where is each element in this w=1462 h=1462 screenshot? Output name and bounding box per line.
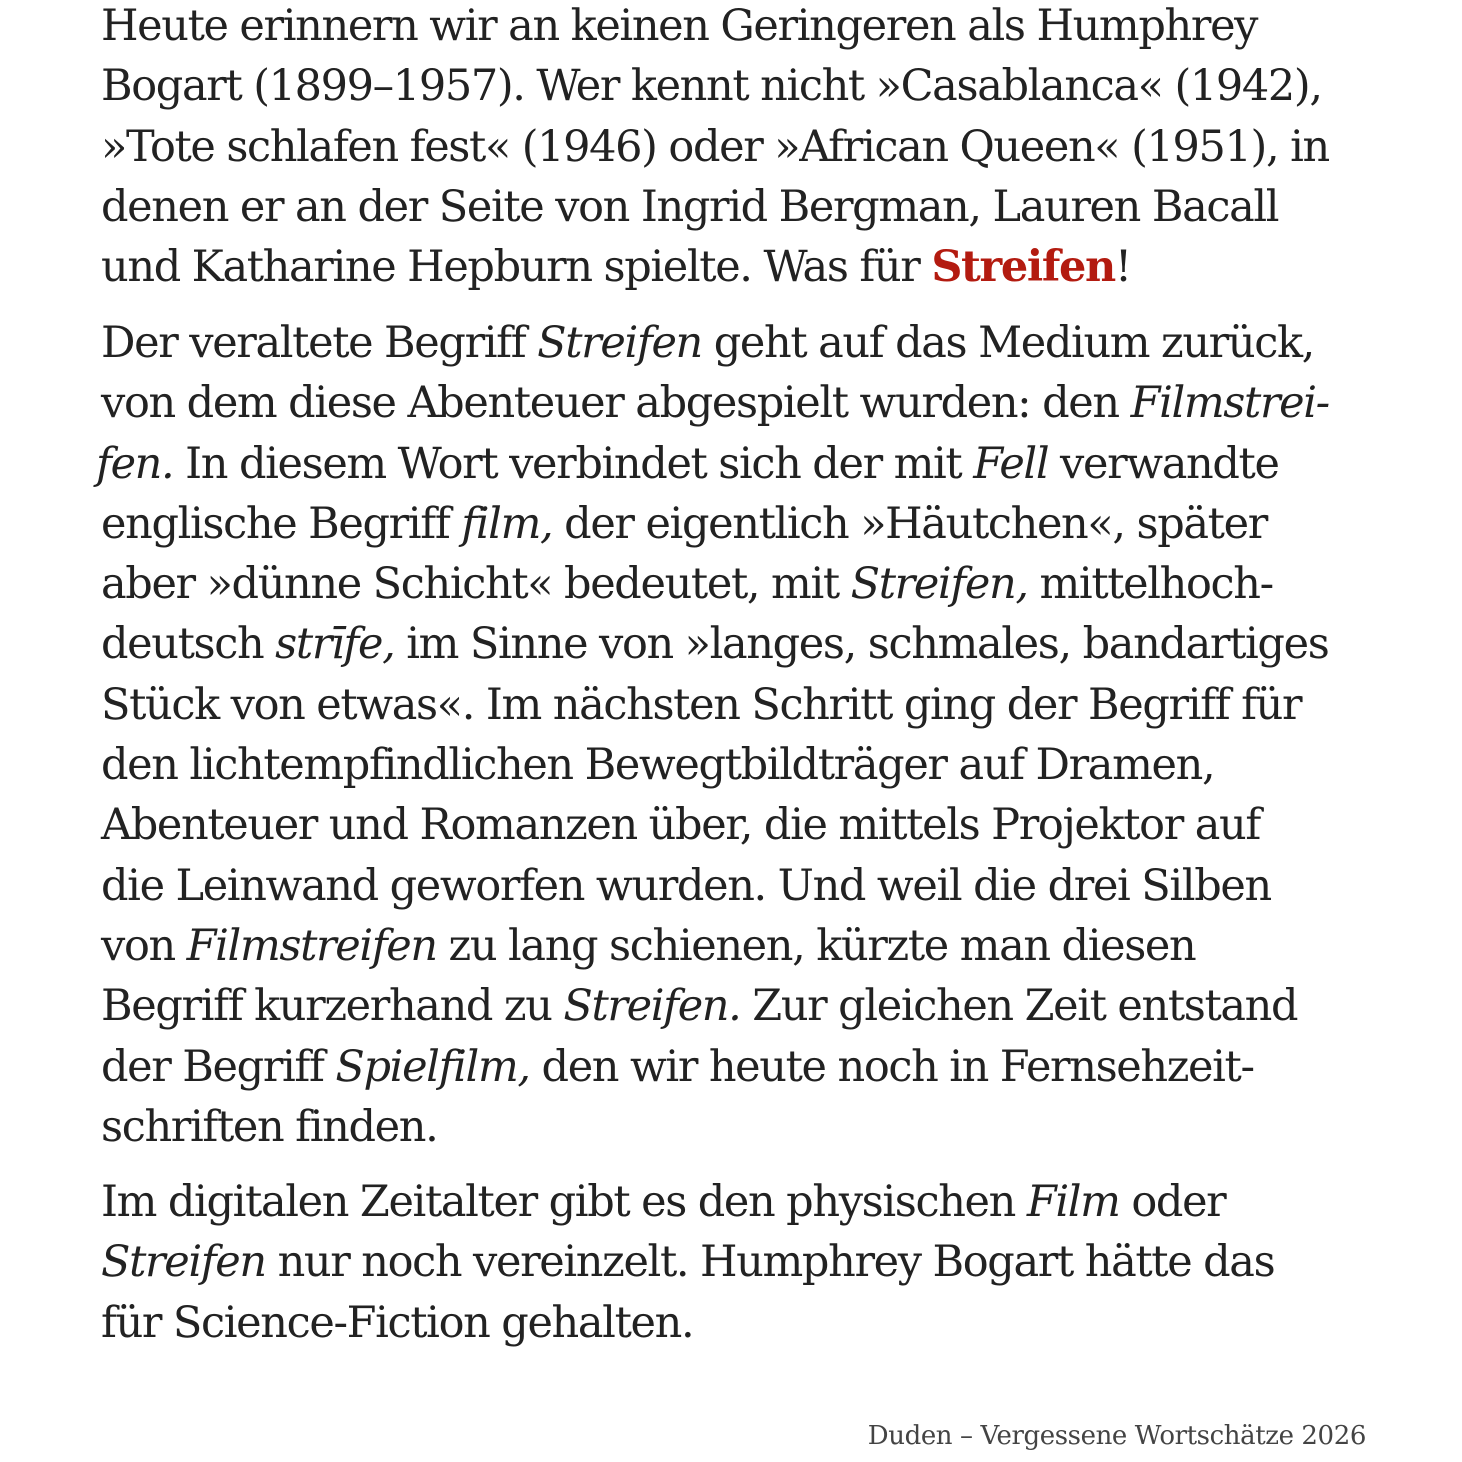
text-run: Im digitalen Zeitalter gibt es den physischen [101, 1177, 1027, 1227]
text-run: im Sinne von »langes, schmales, bandartiges [394, 619, 1329, 670]
italic-term: Streifen [537, 318, 702, 368]
document-page [96, 0, 1363, 1462]
text-line: den lichtempfindlichen Bewegtbildträger auf Dramen, [101, 740, 1215, 791]
text-run: Zur gleichen Zeit entstand [740, 981, 1298, 1032]
italic-term: Streifen, [850, 559, 1028, 610]
text-run: Der veraltete Begriff [101, 318, 538, 368]
text-line [101, 1172, 1274, 1232]
text-run: geht auf das Medium zurück, [701, 318, 1314, 368]
text-run: von [101, 920, 187, 971]
text-line [101, 554, 1329, 614]
text-line [96, 434, 1329, 494]
text-run: englische Begriff [101, 498, 462, 549]
text-line: Heute erinnern wir an keinen Geringeren als Humphrey [101, 1, 1258, 51]
text-line [101, 1232, 1274, 1292]
text-line [101, 1037, 1329, 1097]
text-line: für Science-Fiction gehalten. [101, 1297, 694, 1348]
italic-term: Filmstrei- [1130, 378, 1329, 429]
text-run: In diesem Wort verbindet sich der mit [173, 438, 974, 489]
text-line [101, 373, 1329, 433]
text-line: denen er an der Seite von Ingrid Bergman, Lauren Bacall [101, 181, 1279, 232]
text-line: »Tote schlafen fest« (1946) oder »African Queen« (1951), in [101, 121, 1329, 172]
italic-term: strīfe, [275, 619, 395, 670]
paragraph-intro [101, 0, 1329, 297]
text-line [101, 614, 1329, 674]
text-line [101, 494, 1329, 554]
italic-term: fen. [96, 438, 174, 489]
paragraph-etymology [96, 313, 1329, 1157]
text-run: und Katharine Hepburn spielte. Was für [101, 242, 932, 293]
text-run: der Begriff [101, 1041, 336, 1092]
text-line: die Leinwand geworfen wurden. Und weil die drei Silben [101, 860, 1271, 911]
italic-term: Filmstreifen [186, 920, 437, 971]
text-run: von dem diese Abenteuer abgespielt wurden: den [101, 378, 1131, 429]
text-line [101, 976, 1329, 1036]
text-run: Begriff kurzerhand zu [101, 981, 564, 1032]
text-run: der eigentlich »Häutchen«, später [552, 498, 1267, 549]
text-line: Stück von etwas«. Im nächsten Schritt ging der Begriff für [101, 679, 1302, 730]
highlighted-word: Streifen [931, 242, 1115, 293]
text-run: nur noch vereinzelt. Humphrey Bogart hätte das [265, 1237, 1275, 1288]
italic-term: film, [461, 498, 553, 549]
paragraph-conclusion [101, 1172, 1274, 1353]
text-run: mittelhoch- [1027, 559, 1273, 610]
text-run: oder [1119, 1177, 1226, 1227]
text-run: verwandte [1048, 438, 1279, 489]
text-line [101, 237, 1329, 297]
text-run: deutsch [101, 619, 276, 670]
text-line: schriften finden. [101, 1101, 438, 1152]
text-run: zu lang schienen, kürzte man diesen [436, 920, 1196, 971]
text-run: den wir heute noch in Fernsehzeit- [529, 1041, 1254, 1092]
text-line: Bogart (1899–1957). Wer kennt nicht »Casablanca« (1942), [101, 61, 1322, 112]
italic-term: Fell [973, 438, 1049, 489]
italic-term: Streifen [101, 1237, 266, 1288]
text-line: Abenteuer und Romanzen über, die mittels Projektor auf [101, 800, 1260, 851]
text-line [101, 313, 1329, 373]
text-run: aber »dünne Schicht« bedeutet, mit [101, 559, 851, 610]
page-footer: Duden – Vergessene Wortschätze 2026 [867, 1421, 1366, 1451]
italic-term: Streifen. [563, 981, 741, 1032]
text-line [101, 916, 1329, 976]
text-run: ! [1114, 242, 1131, 293]
italic-term: Spielfilm, [335, 1041, 530, 1092]
italic-term: Film [1026, 1177, 1120, 1227]
